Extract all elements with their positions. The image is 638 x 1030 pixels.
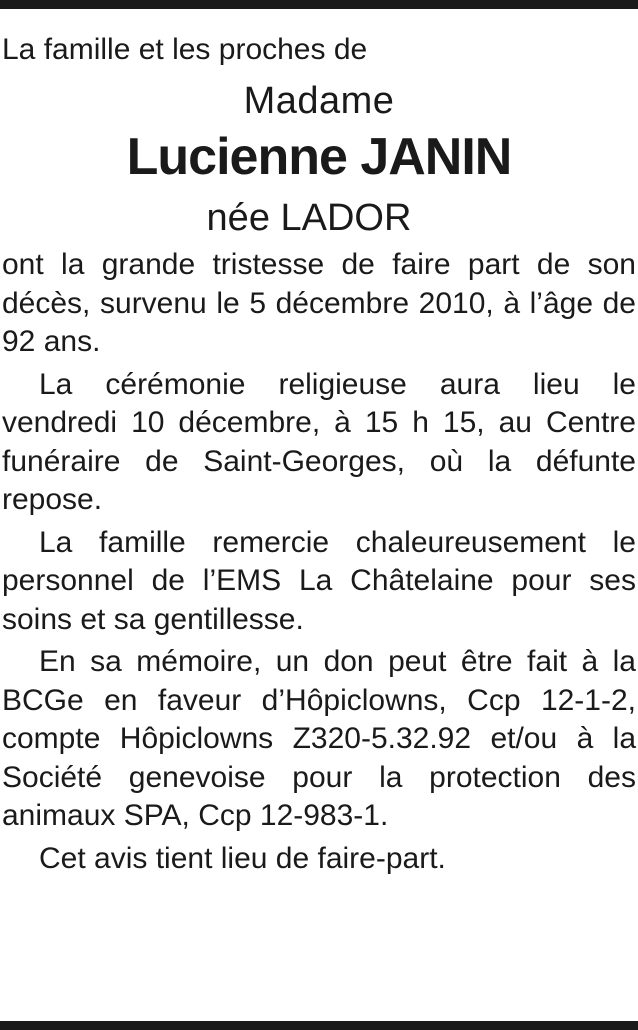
announcement-paragraph: ont la grande tristesse de faire part de son décès, survenu le 5 décembre 2010, à l’âge de 92 ans. xyxy=(2,248,636,358)
maiden-name: née LADOR xyxy=(206,197,412,239)
thanks-paragraph: La famille remercie chaleureusement le personnel de l’EMS La Châtelaine pour ses soins et sa gentillesse. xyxy=(2,525,636,636)
closing-line: Cet avis tient lieu de faire-part. xyxy=(39,841,446,875)
intro-line: La famille et les proches de xyxy=(2,33,368,66)
deceased-name: Lucienne JANIN xyxy=(126,128,512,186)
honorific-title: Madame xyxy=(243,80,395,122)
bottom-border-rule xyxy=(0,1021,638,1030)
top-border-rule xyxy=(0,0,638,9)
obituary-notice xyxy=(2,30,636,878)
ceremony-paragraph: La cérémonie religieuse aura lieu le vendredi 10 décembre, à 15 h 15, au Centre funéraire de Saint-Georges, où la défunte repose. xyxy=(2,367,636,516)
donation-paragraph: En sa mémoire, un don peut être fait à la BCGe en faveur d’Hôpiclowns, Ccp 12-1-2, compte Hôpiclowns Z320-5.32.92 et/ou à la Société genevoise pour la protection des animaux SPA, Ccp 12-983-1. xyxy=(2,645,636,832)
